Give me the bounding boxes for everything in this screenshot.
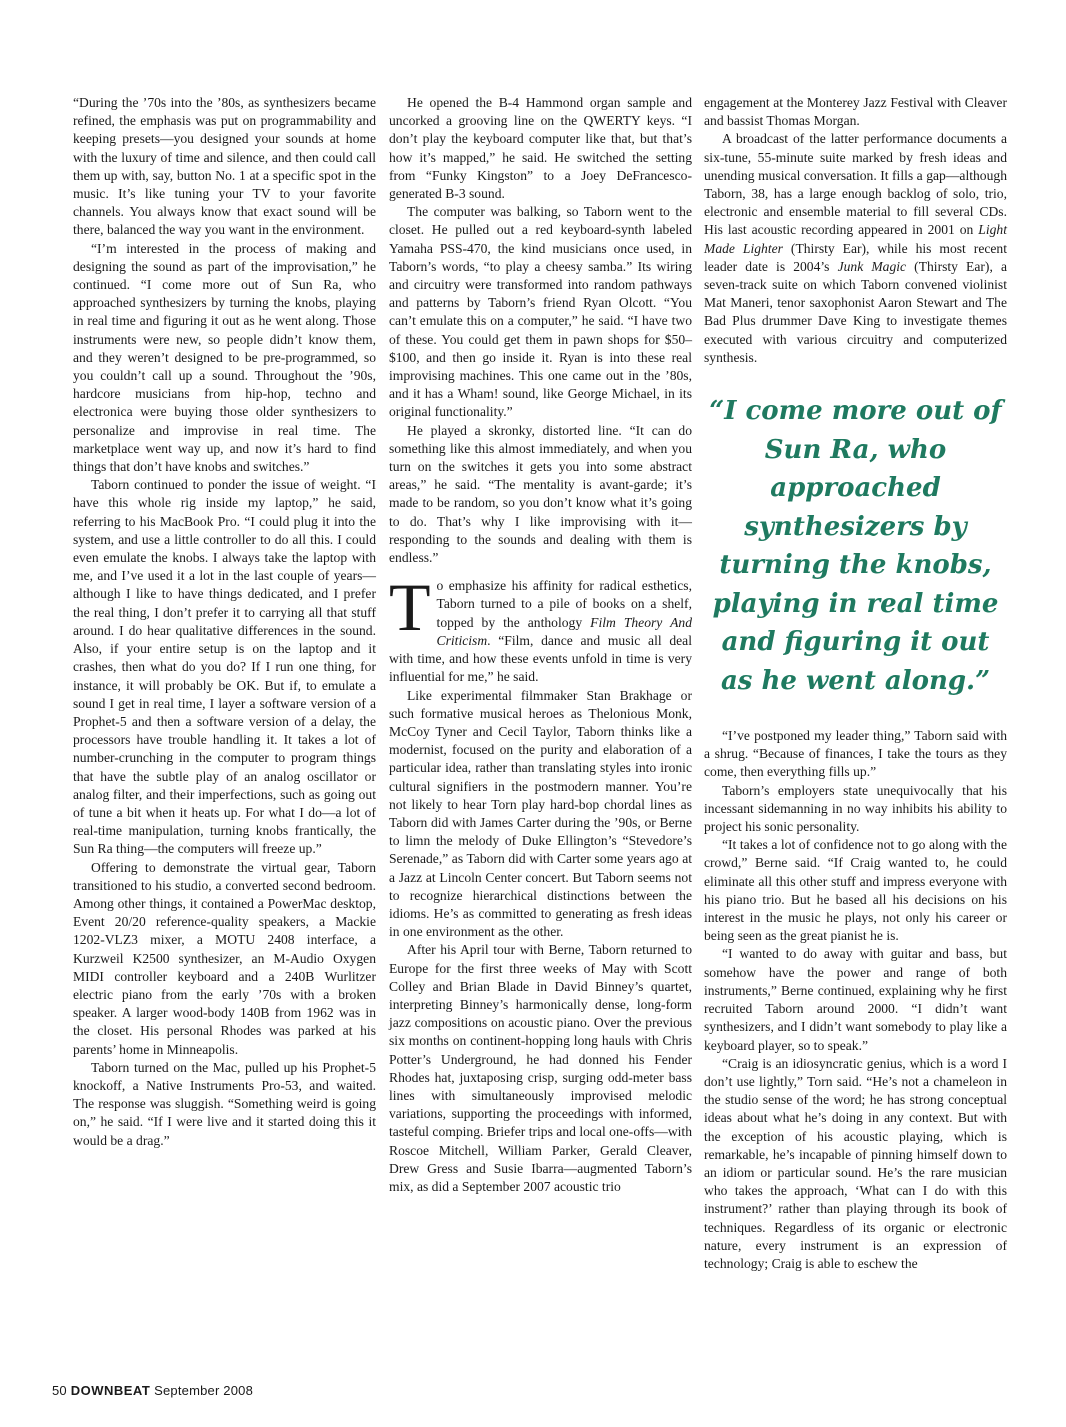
paragraph: After his April tour with Berne, Taborn returned to Europe for the first three weeks of May with Scott Colley and Brian Blade in David Binney’s quartet, interpreting Binney’s harmonically dense, long-form jazz compositions on acoustic piano. Over the previous six months on continent-hopping long hauls with Chris Potter’s Underground, he had donned his Fender Rhodes hat, juxtaposing crisp, surging odd-meter bass lines with simultaneously improvised melodic variations, supporting the proceedings with informed, tasteful comping. Briefer trips and local one-offs—with Roscoe Mitchell, William Parker, Gerald Cleaver, Drew Gress and Susie Ibarra—augmented Taborn’s mix, as did a September 2007 acoustic trio: [389, 942, 692, 1194]
paragraph: Taborn turned on the Mac, pulled up his Prophet-5 knockoff, a Native Instruments Pro-53, and waited. The response was sluggish. “Something weird is going on,” he said. “If I were live and it started doing this it would be a drag.”: [73, 1059, 376, 1148]
paragraph: engagement at the Monterey Jazz Festival with Cleaver and bassist Thomas Morgan.: [704, 95, 1007, 129]
pull-quote: “I come more out of Sun Ra, who approached synthesizers by turning the knobs, playing in real time and figuring it out as he went along.”: [709, 396, 1002, 696]
album-title: Junk Magic: [837, 258, 907, 274]
article-column-3: [704, 94, 1007, 1273]
paragraph: Taborn continued to ponder the issue of weight. “I have this whole rig inside my laptop,” he said, referring to his MacBook Pro. “I could plug it into the system, and use a little controller to do all this. I could even emulate the knobs. I always take the laptop with me, and I’ve used it a lot in the last couple of years—although I like to have things dedicated, and I prefer the real thing, I don’t prefer it to carrying all that stuff around. I do hear qualitative differences in the sound. Also, if your entire setup is on the laptop and it crashes, then what do you do? If I run one thing, for instance, it will probably be OK. But if, to emulate a sound I get in real time, I layer a software version of a Prophet-5 and then a software version of a delay, the processors have trouble handling it. It takes a lot of number-crunching in the computer to program things that have the subtle play of an analog oscillator or analog filter, and their imperfections, such as going out of tune a bit when it heats up. For what I do—a lot of real-time manipulation, turning knobs frantically, the Sun Ra thing—the computers will freeze up.”: [73, 477, 376, 857]
paragraph: Offering to demonstrate the virtual gear, Taborn transitioned to his studio, a converted second bedroom. Among other things, it contained a PowerMac desktop, Event 20/20 reference-quality speakers, a Mackie 1202-VLZ3 mixer, a MOTU 2408 interface, a Kurzweil K2500 synthesizer, an M-Audio Oxygen MIDI controller keyboard and a 240B Wurlitzer electric piano from the early ’70s with a broken speaker. A larger wood-body 140B from 1962 was in the closet. His personal Rhodes was parked at his parents’ home in Minneapolis.: [73, 859, 376, 1057]
paragraph-text: o emphasize his affinity for radical esthetics, Taborn turned to a pile of books on a shelf, topped by the anthology: [436, 578, 692, 630]
paragraph: “I’m interested in the process of making and designing the sound as part of the improvisation,” he continued. “I come more out of Sun Ra, who approached synthesizers by turning the knobs, playing in real time and figuring it out as he went along. Those instruments were new, so people didn’t know them, and they weren’t designed to be pre-programmed, so you couldn’t call up a sound. Throughout the ’90s, hardcore musicians from hip-hop, techno and electronica were buying those older synthesizers to personalize and improvise in real time. The marketplace went way up, and now it’s hard to find things that don’t have knobs and switches.”: [73, 240, 376, 475]
paragraph: Like experimental filmmaker Stan Brakhage or such formative musical heroes as Thelonious Monk, McCoy Tyner and Cecil Taylor, Taborn thinks like a modernist, focused on the purity and elaboration of a particular idea, rather than translating styles into ironic cultural signifiers in the postmodern manner. You’re not likely to hear Torn play hard-bop chordal lines as Taborn did with James Carter during the ’90s, or Berne to limn the melody of Duke Ellington’s “Stevedore’s Serenade,” as Taborn did with Carter some years ago at a Jazz at Lincoln Center concert. But Taborn seems not to recognize hierarchical distinctions between the idioms. He’s as committed to generating as fresh ideas in one environment as the other.: [389, 687, 692, 940]
paragraph-text: A broadcast of the latter performance documents a six-tune, 55-minute suite marked by fresh ideas and unending musical conversation. It fills a gap—although Taborn, 38, has a large enough backlog of solo, trio, electronic and ensemble material to fill several CDs. His last acoustic recording appeared in 2001 on: [704, 131, 1007, 238]
paragraph: “I’ve postponed my leader thing,” Taborn said with a shrug. “Because of finances, I take the tours as they come, then everything fills up.”: [704, 728, 1007, 780]
magazine-name: DOWNBEAT: [70, 1383, 151, 1398]
article-column-1: [73, 94, 376, 1150]
paragraph: “I wanted to do away with guitar and bass, but somehow have the power and range of both instruments,” Berne continued, explaining why he first recruited Taborn around 2000. “I didn’t want synthesizers, and I didn’t want somebody to play like a keyboard player, so to speak.”: [704, 946, 1007, 1053]
book-title: Film Theory And Criticism: [436, 614, 692, 648]
paragraph-dropcap: [389, 569, 692, 686]
paragraph-text: . “Film, dance and music all deal with time, and how these events unfold in time is very influential for me,” he said.: [389, 632, 692, 685]
paragraph-text: (Thirsty Ear), a seven-track suite on which Taborn convened violinist Mat Maneri, tenor saxophonist Aaron Stewart and The Bad Plus drummer Dave King to investigate themes executed with various circuitry and computerized synthesis.: [704, 258, 1007, 365]
page-number: 50: [52, 1383, 67, 1398]
paragraph: [704, 130, 1007, 367]
article-column-2: [389, 94, 692, 1196]
paragraph-text: (Thirsty Ear), while his most recent leader date is 2004’s: [704, 240, 1007, 274]
paragraph: Taborn’s employers state unequivocally that his incessant sidemanning in no way inhibits his ability to project his sonic personality.: [704, 782, 1007, 835]
paragraph: “It takes a lot of confidence not to go along with the crowd,” Berne said. “If Craig wanted to, he could eliminate all this other stuff and impress everyone with his piano trio. But he based all his decisions on his interest in the music he plays, not only his career or being seen as the great pianist he is.: [704, 837, 1007, 944]
page-footer: [52, 1383, 253, 1398]
paragraph: The computer was balking, so Taborn went to the closet. He pulled out a red keyboard-synth labeled Yamaha PSS-470, the kind musicians once used, in Taborn’s words, “to play a cheesy samba.” Its wiring and circuitry were transformed into random pathways and patterns by Taborn’s friend Ryan Olcott. “You can’t emulate this on a computer,” he said. “I have two of these. You could get them in pawn shops for $50–$100, and then go inside it. Ryan is into these real improvising machines. This one came out in the ’80s, and it has a Wham! sound, like George Michael, in its original functionality.”: [389, 204, 692, 420]
paragraph: “Craig is an idiosyncratic genius, which is a word I don’t use lightly,” Torn said. “He’s not a chameleon in the studio sense of the word; he has strong conceptual ideas about what he’s doing in any context. But with the exception of his acoustic playing, which is remarkable, he’s incapable of pinning himself down to an idiom or particular sound. He’s the rare musician who takes the approach, ‘What can I do with this instrument?’ rather than playing through its book of techniques. Regardless of its organic or electronic nature, every instrument is an expression of technology; Craig is able to eschew the: [704, 1055, 1007, 1271]
paragraph: He opened the B-4 Hammond organ sample and uncorked a grooving line on the QWERTY keys. “I don’t play the keyboard computer like that, but that’s how it’s mapped,” he said. He switched the setting from “Funky Kingston” to a Joey DeFrancesco-generated B-3 sound.: [389, 95, 692, 202]
paragraph: “During the ’70s into the ’80s, as synthesizers became refined, the emphasis was put on programmability and keeping presets—you designed your sounds at home with the luxury of time and silence, and then could call them up with, say, button No. 1 at a specific spot in the music. It’s like tuning your TV to your favorite channels. You always know that exact sound will be there, balanced the way you want in the environment.: [73, 95, 376, 238]
issue-date: September 2008: [154, 1383, 254, 1398]
paragraph: He played a skronky, distorted line. “It can do something like this almost immediately, and when you turn on the switches it gets you into some abstract areas,” he said. “The mentality is avant-garde; it’s made to be random, so you don’t know what it’s going to do. That’s why I like improvising with it—responding to the sounds and dealing with them is endless.”: [389, 422, 692, 566]
album-title: Light Made Lighter: [704, 222, 1007, 256]
drop-cap: T: [389, 569, 431, 646]
